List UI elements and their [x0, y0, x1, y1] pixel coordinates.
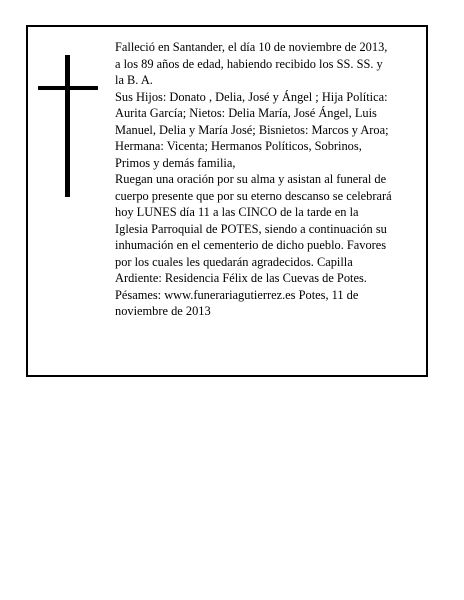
- cross-vertical-bar: [65, 55, 70, 197]
- notice-line: Manuel, Delia y María José; Bisnietos: Marcos y Aroa;: [115, 122, 389, 137]
- obituary-text: [115, 39, 421, 320]
- obituary-notice-frame: [26, 25, 428, 377]
- notice-line: Sus Hijos: Donato , Delia, José y Ángel ; Hija Política:: [115, 89, 388, 104]
- cross-horizontal-bar: [38, 86, 98, 90]
- notice-line: Ruegan una oración por su alma y asistan al funeral de: [115, 172, 387, 186]
- notice-line: Hermana: Vicenta; Hermanos Políticos, Sobrinos,: [115, 139, 362, 153]
- notice-line: a los 89 años de edad, habiendo recibido los SS. SS. y: [115, 56, 383, 71]
- notice-line: Primos y demás familia,: [115, 155, 236, 170]
- notice-line: noviembre de 2013: [115, 304, 211, 318]
- notice-line: Falleció en Santander, el día 10 de noviembre de 2013,: [115, 40, 388, 54]
- notice-line: Aurita García; Nietos: Delia María, José Ángel, Luis: [115, 106, 377, 120]
- notice-line: hoy LUNES día 11 a las CINCO de la tarde en la: [115, 205, 359, 219]
- notice-line: por los cuales les quedarán agradecidos. Capilla: [115, 254, 353, 269]
- notice-line: Ardiente: Residencia Félix de las Cuevas de Potes.: [115, 271, 367, 285]
- notice-line: inhumación en el cementerio de dicho pueblo. Favores: [115, 238, 387, 252]
- latin-cross-icon: [38, 55, 98, 197]
- notice-line: la B. A.: [115, 73, 153, 87]
- notice-line: cuerpo presente que por su eterno descanso se celebrará: [115, 188, 392, 203]
- notice-line: Iglesia Parroquial de POTES, siendo a continuación su: [115, 221, 387, 236]
- notice-line: Pésames: www.funerariagutierrez.es Potes, 11 de: [115, 287, 359, 302]
